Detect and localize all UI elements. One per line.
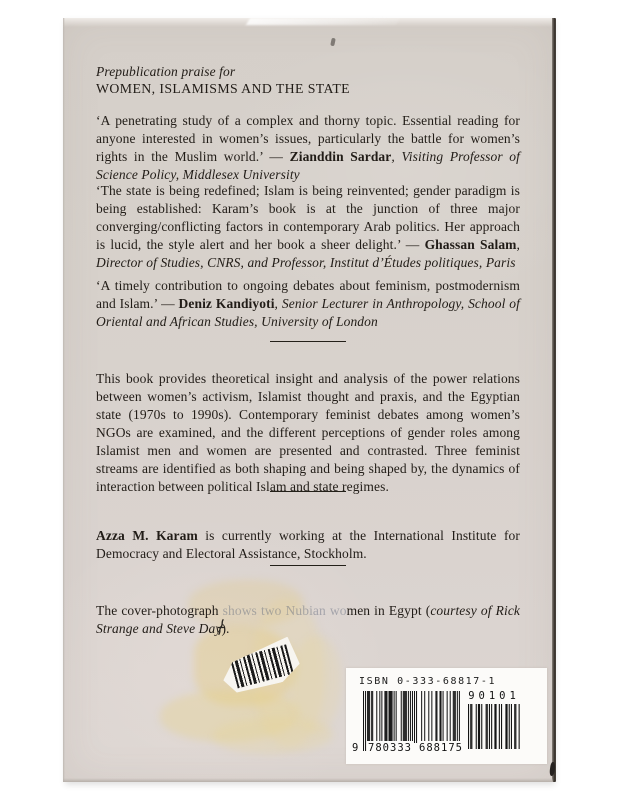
quote-author-role: , Visiting Professor of Science Policy, Middlesex University [96,148,521,182]
ean-digit-group: 688175 [419,742,463,754]
stain-mark [291,636,341,734]
addon-code: 90101 [468,690,520,702]
barcode-fragment [230,644,294,688]
book-title: WOMEN, ISLAMISMS AND THE STATE [96,80,351,96]
isbn-number: ISBN 0-333-68817-1 [359,676,497,687]
ean-first-digit: 9 [352,742,359,754]
barcode-panel [346,668,547,764]
ean-digit-group: 780333 [368,742,412,754]
quote-author-role: , Senior Lecturer in Anthropology, School of Oriental and African Studies, University of London [96,295,520,329]
quote-text: ‘The state is being redefined; Islam is being reinvented; gender paradigm is being established: Karam’s book is at the junction of three major converging/conflicting factors in contemporary Arab politics. Her approach is lucid, the style alert and her book a sheer delight.’ — [96,182,520,252]
stain-mark [160,690,300,742]
praise-quote [96,112,520,184]
sticker-residue [217,636,304,699]
book-back-cover [63,18,553,782]
book-top-glare [246,18,400,25]
quote-author-role: , Director of Studies, CNRS, and Professor, Institut d’Études politiques, Paris [96,236,520,270]
photo-credit [96,602,520,638]
stain-mark [213,718,333,754]
author-bio-text: is currently working at the International Institute for Democracy and Electoral Assistance, Stockholm. [96,527,520,561]
faded-credit-text: shows two Nubian wo [222,602,347,618]
praise-quote [96,182,520,272]
section-divider [270,565,346,566]
book-left-edge [63,18,65,782]
section-divider [270,341,346,342]
section-divider [270,491,346,492]
book-spine-edge [552,18,556,782]
book-bottom-edge [63,778,553,782]
praise-heading: Prepublication praise for [96,63,236,79]
quote-author: Zianddin Sardar [289,148,392,164]
book-description: This book provides theoretical insight and analysis of the power relations between women’s activism, Islamist thought and praxis, and the Egyptian state (1970s to 1990s). Contemporary feminist debates among women’s NGOs are examined, and the different perceptions of gender roles among Islamist men and women are presented and contrasted. Three feminist streams are identified as both shaping and being shaped by, the dynamics of interaction between political Islam and state regimes. [96,370,520,494]
addon-barcode-bars [468,704,520,753]
credit-text: ). [221,620,230,636]
addon-barcode [466,691,522,761]
credit-text: men in Egypt ( [346,602,431,618]
quote-text: ‘A penetrating study of a complex and thorny topic. Essential reading for anyone interested in women’s issues, particularly the battle for women’s rights in the Muslim world.’ — [96,112,520,164]
top-edge-mark [330,38,336,47]
quote-author: Ghassan Salam [424,236,517,252]
credit-text: The cover-photograph [96,602,223,618]
ean-barcode [352,691,463,761]
author-bio [96,527,520,563]
praise-quote [96,277,520,331]
author-name: Azza M. Karam [96,527,198,543]
quote-text: ‘A timely contribution to ongoing debates about feminism, postmodernism and Islam.’ — [96,277,520,311]
quote-author: Deniz Kandiyoti [178,295,275,311]
credit-courtesy: courtesy of Rick Strange and Steve Day [96,602,520,636]
